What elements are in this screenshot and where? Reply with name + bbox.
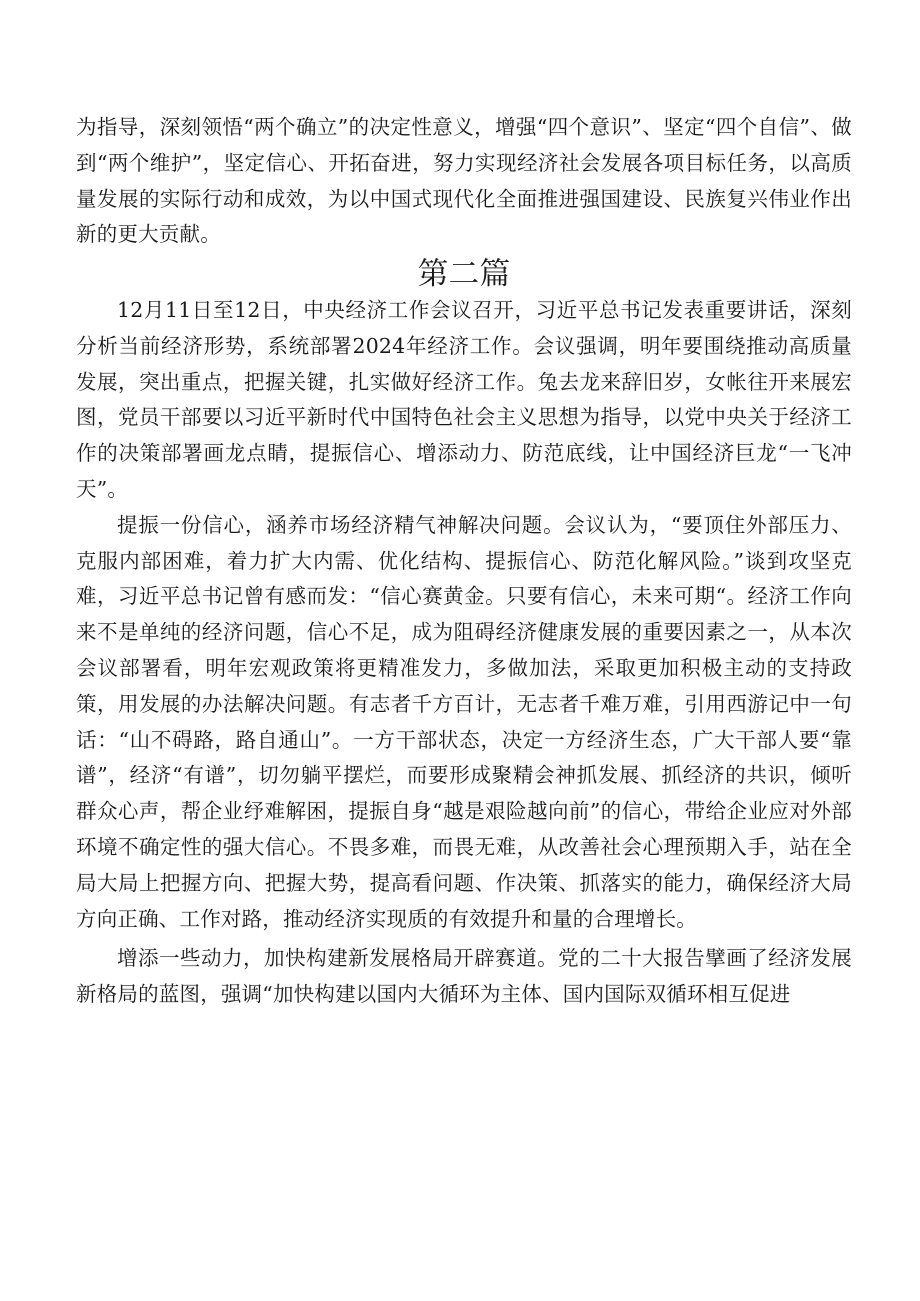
paragraph-continued: 为指导，深刻领悟“两个确立”的决定性意义，增强“四个意识”、坚定“四个自信”、做到“两个维护”，坚定信心、开拓奋进，努力实现经济社会发展各项目标任务，以高质量发展的实际行动和成效，为以中国式现代化全面推进强国建设、民族复兴伟业作出新的更大贡献。 (76, 115, 852, 247)
paragraph-confidence: 提振一份信心，涵养市场经济精气神解决问题。会议认为，“要顶住外部压力、克服内部困难，着力扩大内需、优化结构、提振信心、防范化解风险。”谈到攻坚克难，习近平总书记曾有感而发：“信心赛黄金。只要有信心，未来可期“。经济工作向来不是单纯的经济问题，信心不足，成为阻碍经济健康发展的重要因素之一，从本次会议部署看，明年宏观政策将更精准发力，多做加法，采取更加积极主动的支持政策，用发展的办法解决问题。有志者千方百计，无志者千难万难，引用西游记中一句话：“山不碍路，路自通山”。一方干部状态，决定一方经济生态，广大干部人要“靠谱”，经济“有谱”，切勿躺平摆烂，而要形成聚精会神抓发展、抓经济的共识，倾听群众心声，帮企业纾难解困，提振自身“越是艰险越向前”的信心，带给企业应对外部环境不确定性的强大信心。不畏多难，而畏无难，从改善社会心理预期入手，站在全局大局上把握方向、把握大势，提高看问题、作决策、抓落实的能力，确保经济大局方向正确、工作对路，推动经济实现质的有效提升和量的合理增长。 (76, 512, 852, 931)
paragraph-momentum: 增添一些动力，加快构建新发展格局开辟赛道。党的二十大报告擘画了经济发展新格局的蓝图，强调“加快构建以国内大循环为主体、国内国际双循环相互促进 (76, 946, 852, 1007)
paragraph-intro: 12月11日至12日，中央经济工作会议召开，习近平总书记发表重要讲话，深刻分析当前经济形势，系统部署2024年经济工作。会议强调，明年要围绕推动高质量发展，突出重点，把握关键，扎实做好经济工作。兔去龙来辞旧岁，女帐往开来展宏图，党员干部要以习近平新时代中国特色社会主义思想为指导，以党中央关于经济工作的决策部署画龙点睛，提振信心、增添动力、防范底线，让中国经济巨龙“一飞冲天”。 (76, 297, 852, 501)
section-heading: 第二篇 (417, 256, 511, 293)
document-body (76, 110, 852, 1013)
